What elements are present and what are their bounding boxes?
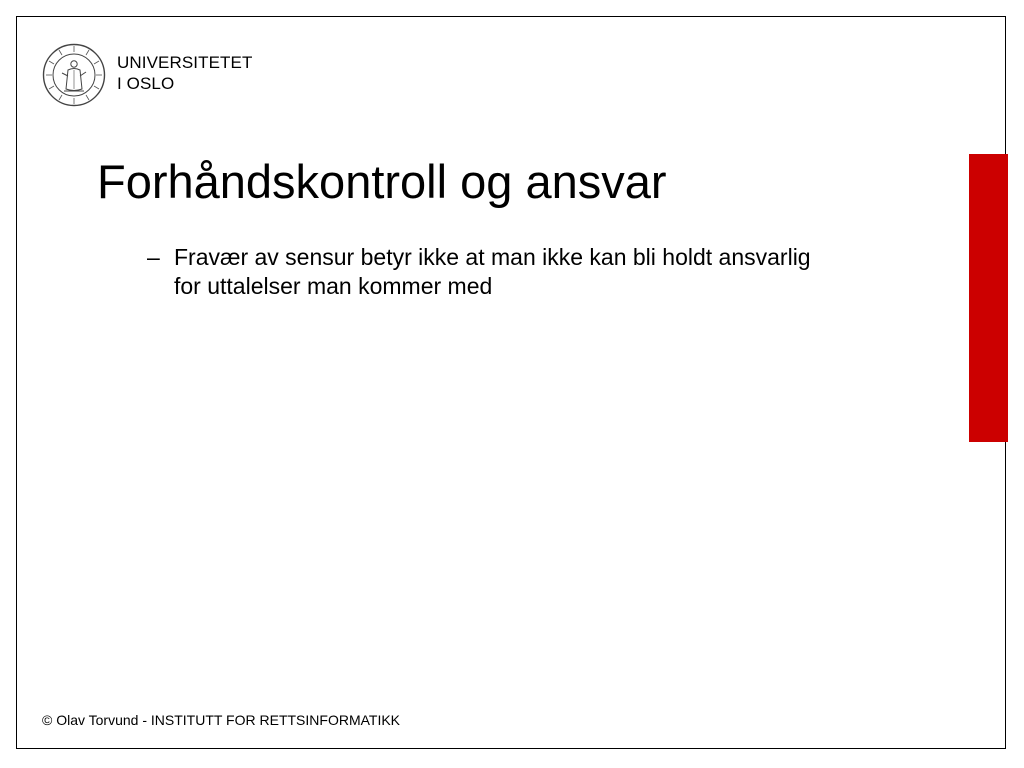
university-name-line-2: I OSLO: [117, 74, 175, 93]
university-seal-icon: [42, 43, 106, 107]
footer-text: © Olav Torvund - INSTITUTT FOR RETTSINFORMATIKK: [42, 712, 401, 728]
accent-bar: [969, 154, 1008, 442]
slide-title: Forhåndskontroll og ansvar: [97, 155, 667, 208]
university-name: [117, 52, 252, 94]
bullet-item: [147, 243, 827, 301]
university-name-line-1: UNIVERSITETET: [117, 53, 253, 72]
bullet-text: Fravær av sensur betyr ikke at man ikke kan bli holdt ansvarlig for uttalelser man kommer med: [174, 244, 811, 299]
slide-frame: [16, 16, 1006, 749]
bullet-marker: –: [147, 244, 160, 270]
